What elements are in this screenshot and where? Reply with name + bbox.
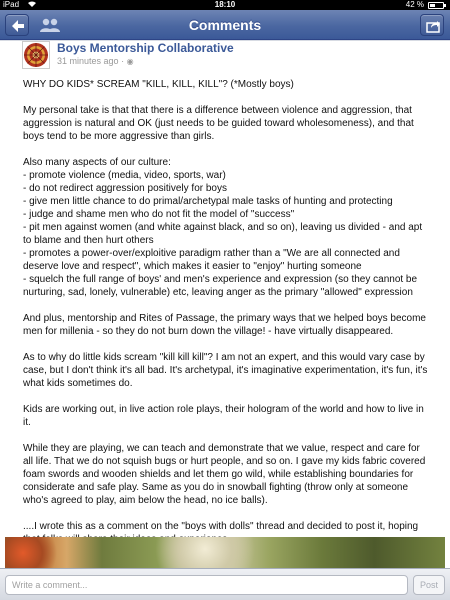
post-card	[0, 41, 450, 568]
battery-icon	[428, 2, 444, 9]
comment-input[interactable]	[5, 575, 408, 595]
culture-item: - give men little chance to do primal/archetypal male tasks of hunting and protecting	[23, 196, 393, 207]
photo-region	[5, 537, 65, 568]
comment-bar	[0, 568, 450, 600]
globe-icon: ◉	[126, 57, 134, 66]
share-button[interactable]	[420, 14, 444, 36]
carrier-label: iPad	[3, 0, 20, 9]
culture-item: - judge and shame men who do not fit the model of "success"	[23, 209, 295, 220]
avatar[interactable]	[22, 41, 50, 69]
battery-percent: 42 %	[405, 0, 424, 9]
nav-bar	[0, 10, 450, 40]
clock: 18:10	[214, 0, 236, 9]
photo-region	[145, 537, 265, 568]
post-paragraph: ....I wrote this as a comment on the "boys with dolls" thread and decided to post it, hoping	[23, 521, 419, 532]
post-author-link[interactable]: Boys Mentorship Collaborative	[57, 41, 234, 55]
culture-item: - pit men against women (and white against black, and so on), leaving us divided - and apt to blame and then hurt others	[23, 222, 423, 246]
post-timestamp: 31 minutes ago	[57, 56, 119, 66]
page-title: Comments	[188, 17, 262, 33]
post-comment-button[interactable]: Post	[413, 575, 445, 595]
culture-intro: Also many aspects of our culture:	[23, 157, 171, 168]
status-bar	[0, 0, 450, 10]
meta-separator: ·	[121, 56, 125, 66]
culture-item: - do not redirect aggression positively for boys	[23, 183, 227, 194]
post-photo[interactable]	[5, 537, 445, 568]
post-meta	[57, 55, 134, 68]
culture-item: - promote violence (media, video, sports, war)	[23, 170, 226, 181]
post-paragraph: As to why do little kids scream "kill kill kill"? I am not an expert, and this would vary case by case, but I don't think it's all bad. It's archetypal, it's imaginative experimentation, it's fun, it's what kids sometimes do.	[23, 352, 428, 389]
post-paragraph: Kids are working out, in live action role plays, their hologram of the world and how to live in it.	[23, 404, 424, 428]
battery-fill	[430, 4, 435, 7]
post-body	[23, 78, 428, 568]
share-icon	[421, 15, 445, 37]
culture-item: - squelch the full range of boys' and men's experience and expression (so they cannot be nurturing, sad, lonely, vulnerable) etc, leaving anger as the primary "allowed" expression	[23, 274, 418, 298]
mandala-logo-icon	[23, 42, 49, 68]
post-paragraph: And plus, mentorship and Rites of Passage, the primary ways that we helped boys become men for millenia - so they do not burn down the village! - have virtually disappeared.	[23, 313, 426, 337]
post-paragraph: My personal take is that that there is a difference between violence and aggression, that aggression is natural and OK (just needs to be guided toward wholesomeness), and that boys tend to be more aggressive than girls.	[23, 105, 414, 142]
post-header	[22, 41, 422, 69]
post-headline: WHY DO KIDS* SCREAM "KILL, KILL, KILL"? (*Mostly boys)	[23, 79, 294, 90]
culture-item: - promotes a power-over/exploitive paradigm rather than a "We are all connected and deserve love and respect", which makes it easier to "enjoy" hurting someone	[23, 248, 400, 272]
post-paragraph: While they are playing, we can teach and demonstrate that we value, respect and care for all life. That we do not squish bugs or hurt people, and so on. I gave my kids fabric covered foam swords and wooden shields and let them go wild, while establishing boundaries for considerate and safe play. Same as you do in snowball fighting (throw only at someone who's agreed to play, aim below the head, no ice balls).	[23, 443, 426, 506]
